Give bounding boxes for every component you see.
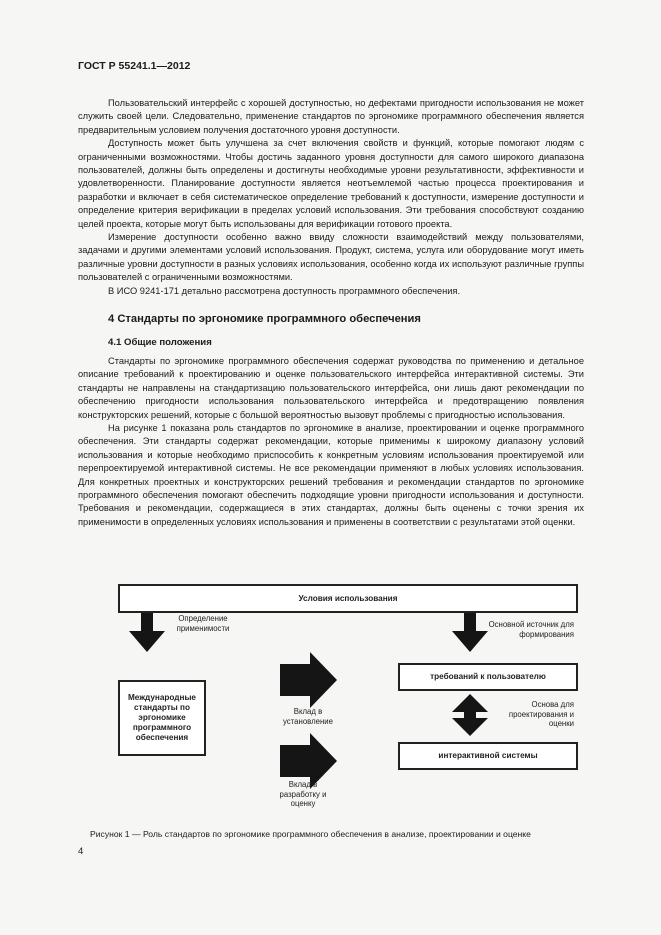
arrow-down-icon — [129, 613, 165, 652]
section-title: 4 Стандарты по эргономике программного обеспечения — [108, 313, 421, 326]
figure-caption: Рисунок 1 — Роль стандартов по эргономике программного обеспечения в анализе, проектировании и оценке — [90, 829, 531, 839]
context-of-use-box: Условия использования — [118, 584, 578, 613]
paragraph: Доступность может быть улучшена за счет включения свойств и функций, которые помогают людям с ограниченными возможностями. Чтобы достичь заданного уровня доступности для самого широкого диапазона пользователей, должны быть определены и достигнуты необходимые уровни результативности, эффективности и удовлетворенности. Планирование доступности является неотъемлемой частью процесса проектирования и разработки и включает в себя систематическое определение требований к доступности, измерение доступности и определение критерия верификации в пределах условий использования. Эти требования способствуют созданию целей проекта, которые могут быть использованы для верификации готового проекта. — [78, 138, 584, 229]
paragraph: В ИСО 9241-171 детально рассмотрена доступность программного обеспечения. — [108, 285, 461, 296]
subsection-title: 4.1 Общие положения — [108, 336, 212, 348]
applicability-label: Определение применимости — [176, 614, 230, 633]
standards-box: Международные стандарты по эргономике программного обеспечения — [118, 680, 206, 756]
paragraph: Пользовательский интерфейс с хорошей доступностью, но дефектами пригодности использования не может служить своей цели. Следовательно, применение стандартов по эргономике программного обеспечения является предварительным условием получения достаточного уровня доступности. — [78, 98, 584, 135]
input-development-label: Вклад в разработку и оценку — [279, 780, 327, 808]
input-establish-label: Вклад в установление — [282, 707, 334, 726]
document-header: ГОСТ Р 55241.1—2012 — [78, 60, 191, 72]
paragraph: Измерение доступности особенно важно ввиду сложности взаимодействий между пользователями, задачами и другими элементами условий использования. Продукт, система, услуга или оборудование могут иметь различные уровни доступности в разных условиях использования, особенно когда их используют различные группы пользователей с ограниченными возможностями. — [78, 232, 584, 283]
page-number: 4 — [78, 846, 84, 857]
user-requirements-box: требований к пользователю — [398, 663, 578, 691]
arrow-right-icon — [280, 652, 337, 708]
double-arrow-icon — [452, 694, 488, 736]
interactive-system-box: интерактивной системы — [398, 742, 578, 770]
paragraph: Стандарты по эргономике программного обеспечения содержат руководства по применению и детальное описание требований к проектированию и оценке пользовательского интерфейса интерактивной системы. Эти стандарты не направлены на стандартизацию пользовательского интерфейса, они лишь дают рекомендации по обеспечению пригодности использования пользовательского интерфейса и предотвращению появления конструкторских решений, которые с большой вероятностью вызовут проблемы с пригодностью использования. — [78, 355, 584, 420]
arrow-down-icon — [452, 613, 488, 652]
design-basis-label: Основа для проектирования и оценки — [508, 700, 574, 728]
main-source-label: Основной источник для формирования — [488, 620, 574, 639]
paragraph: На рисунке 1 показана роль стандартов по эргономике в анализе, проектировании и оценке программного обеспечения. Эти стандарты содержат рекомендации, которые применимы к широкому диапазону условий использования и которые необходимо приспособить к конкретным условиям использования проектируемой или перепроектируемой интерактивной системы. Не все рекомендации применяют в любых условиях использования. Для конкретных проектных и конструкторских решений требования и рекомендации стандартов по эргономике программного обеспечения помогают обеспечить подходящие уровни пригодности использования и доступности. Требования и рекомендации, содержащиеся в этих стандартах, должны быть оценены с точки зрения их применимости в определенных условиях использования и применены в соответствии с результатами этой оценки. — [78, 422, 584, 527]
